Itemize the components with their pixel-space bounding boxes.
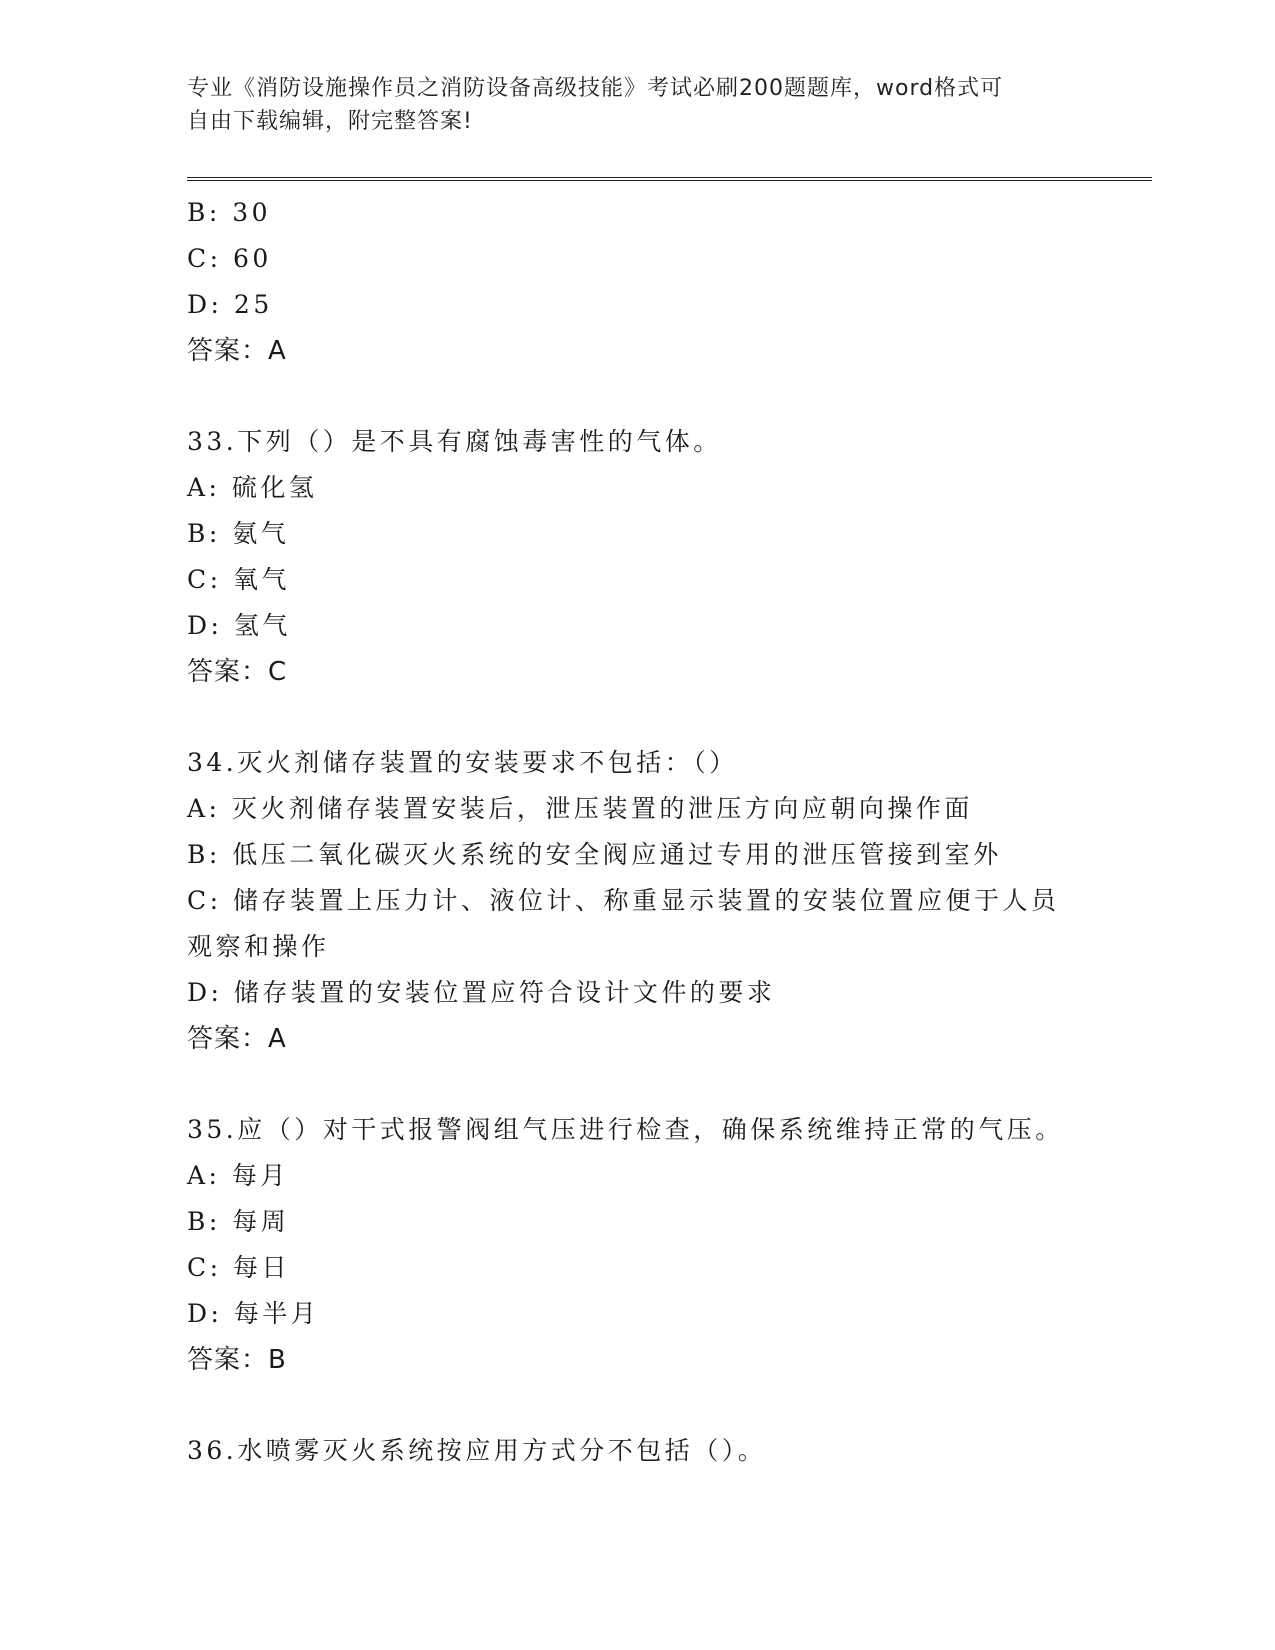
document-header	[187, 72, 1067, 138]
option-d: D: 氢气	[187, 611, 291, 640]
answer-line: 答案：A	[187, 1024, 287, 1054]
option-a: A: 每月	[187, 1161, 289, 1190]
option-d: D: 25	[187, 290, 273, 319]
option-b: B: 氨气	[187, 519, 290, 548]
option-c-continued: 观察和操作	[187, 932, 330, 961]
answer-line: 答案：C	[187, 657, 288, 687]
question-stem: 33.下列（）是不具有腐蚀毒害性的气体。	[187, 427, 722, 456]
header-line-2: 自由下载编辑，附完整答案!	[187, 109, 473, 134]
question-content	[187, 190, 1087, 1474]
question-stem: 35.应（）对干式报警阀组气压进行检查，确保系统维持正常的气压。	[187, 1115, 1064, 1144]
option-b: B: 30	[187, 198, 272, 227]
header-divider	[187, 177, 1152, 181]
header-line-1: 专业《消防设施操作员之消防设备高级技能》考试必刷200题题库，word格式可	[187, 76, 1004, 101]
option-c: C: 每日	[187, 1253, 290, 1282]
answer-line: 答案：B	[187, 1345, 287, 1375]
answer-line: 答案：A	[187, 336, 287, 366]
question-stem: 36.水喷雾灭火系统按应用方式分不包括（）。	[187, 1436, 767, 1465]
option-d: D: 储存装置的安装位置应符合设计文件的要求	[187, 978, 776, 1007]
option-d: D: 每半月	[187, 1299, 320, 1328]
option-a: A: 硫化氢	[187, 473, 318, 502]
option-c: C: 60	[187, 244, 272, 273]
option-b: B: 低压二氧化碳灭火系统的安全阀应通过专用的泄压管接到室外	[187, 840, 1002, 869]
question-stem: 34.灭火剂储存装置的安装要求不包括：（）	[187, 748, 738, 777]
option-b: B: 每周	[187, 1207, 290, 1236]
option-c: C: 储存装置上压力计、液位计、称重显示装置的安装位置应便于人员	[187, 886, 1060, 915]
option-c: C: 氧气	[187, 565, 290, 594]
option-a: A: 灭火剂储存装置安装后，泄压装置的泄压方向应朝向操作面	[187, 794, 973, 823]
